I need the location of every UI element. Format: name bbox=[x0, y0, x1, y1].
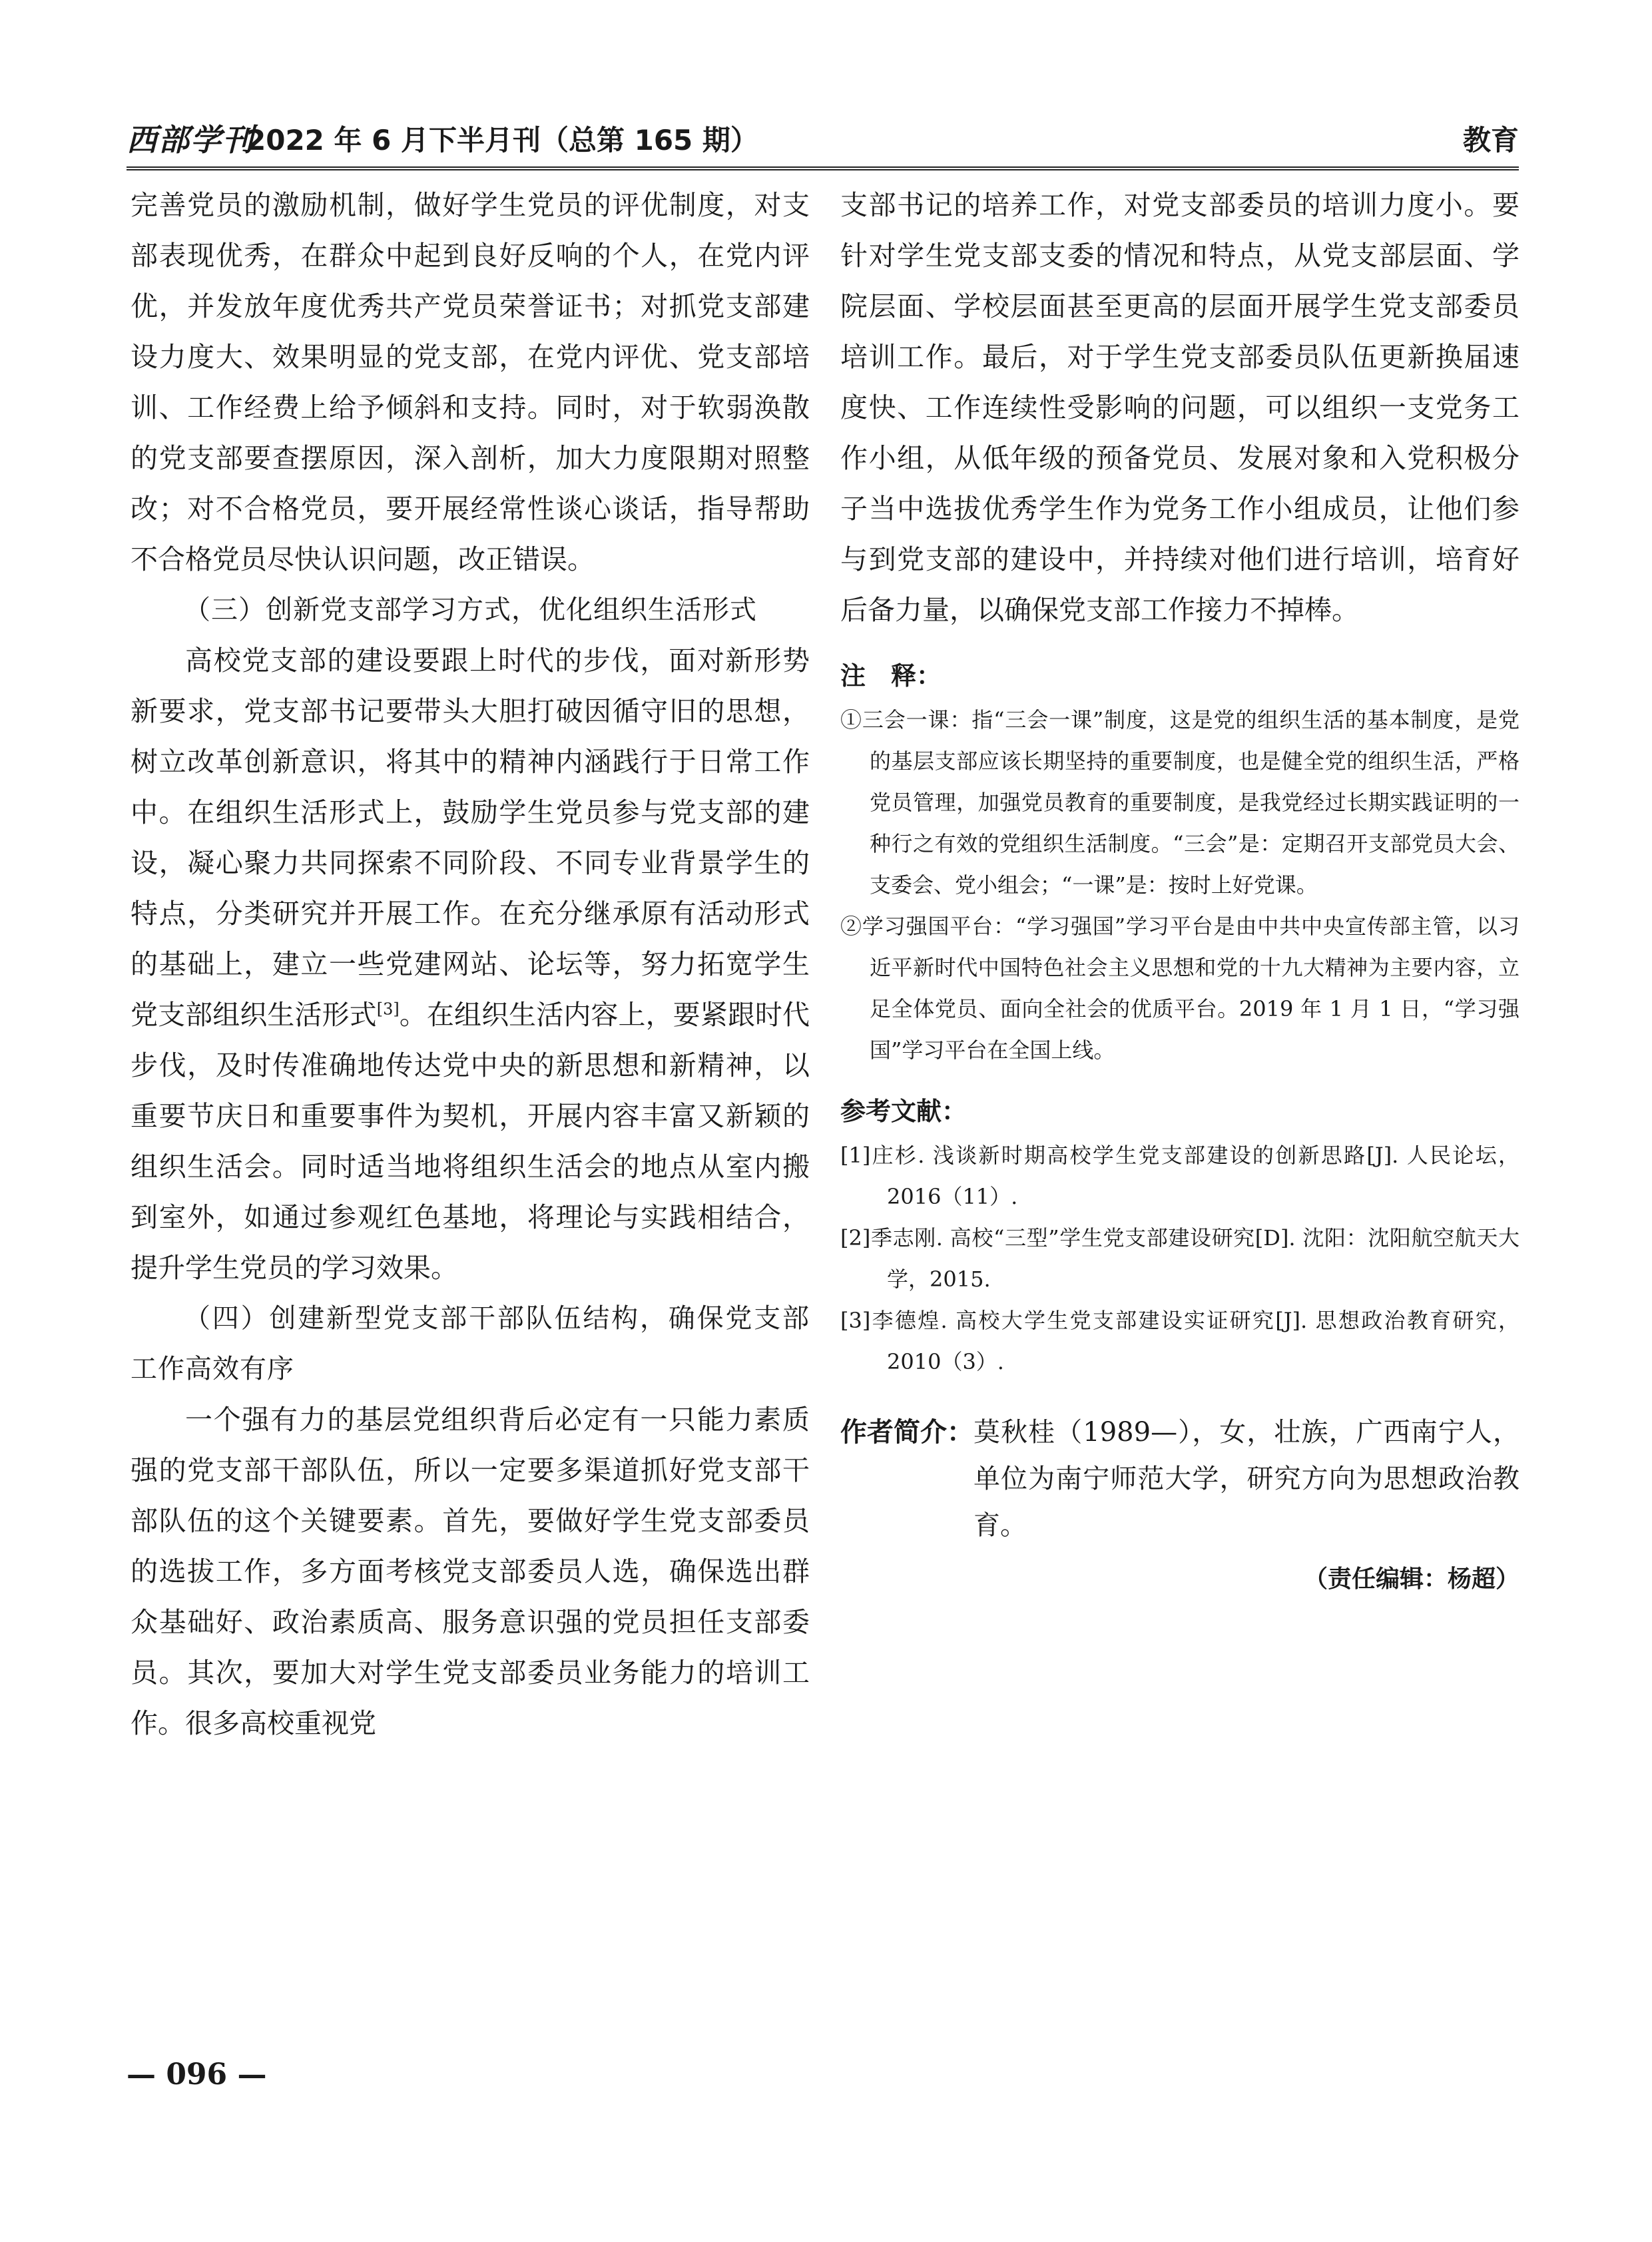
paragraph-text: 高校党支部的建设要跟上时代的步伐，面对新形势新要求，党支部书记要带头大胆打破因循守旧的思想，树立改革创新意识，将其中的精神内涵践行于日常工作中。在组织生活形式上，鼓励学生党员参与党支部的建设，凝心聚力共同探索不同阶段、不同专业背景学生的特点，分类研究并开展工作。在充分继承原有活动形式的基础上，建立一些党建网站、论坛等，努力拓宽学生党支部组织生活形式 bbox=[131, 645, 810, 1031]
author-bio-label: 作者简介： bbox=[840, 1417, 973, 1448]
issue-info: 2022 年 6 月下半月刊（总第 165 期） bbox=[246, 124, 758, 156]
paragraph: 支部书记的培养工作，对党支部委员的培训力度小。要针对学生党支部支委的情况和特点，从党支部层面、学院层面、学校层面甚至更高的层面开展学生党支部委员培训工作。最后，对于学生党支部委员队伍更新换届速度快、工作连续性受影响的问题，可以组织一支党务工作小组，从低年级的预备党员、发展对象和入党积极分子当中选拔优秀学生作为党务工作小组成员，让他们参与到党支部的建设中，并持续对他们进行培训，培育好后备力量，以确保党支部工作接力不掉棒。 bbox=[840, 189, 1519, 626]
paragraph bbox=[131, 635, 810, 1293]
header-rule bbox=[127, 166, 1519, 170]
section-name: 教育 bbox=[1462, 124, 1519, 156]
section-heading-4: （四）创建新型党支部干部队伍结构，确保党支部工作高效有序 bbox=[131, 1303, 810, 1384]
note-item: ①三会一课：指“三会一课”制度，这是党的组织生活的基本制度，是党的基层支部应该长期坚持的重要制度，也是健全党的组织生活，严格党员管理，加强党员教育的重要制度，是我党经过长期实践证明的一种行之有效的党组织生活制度。“三会”是：定期召开支部党员大会、支委会、党小组会；“一课”是：按时上好党课。 bbox=[840, 707, 1519, 898]
page-number: — 096 — bbox=[127, 2058, 267, 2092]
responsible-editor: （责任编辑：杨超） bbox=[1303, 1565, 1519, 1593]
paragraph: 完善党员的激励机制，做好学生党员的评优制度，对支部表现优秀，在群众中起到良好反响的个人，在党内评优，并发放年度优秀共产党员荣誉证书；对抓党支部建设力度大、效果明显的党支部，在党内评优、党支部培训、工作经费上给予倾斜和支持。同时，对于软弱涣散的党支部要查摆原因，深入剖析，加大力度限期对照整改；对不合格党员，要开展经常性谈心谈话，指导帮助不合格党员尽快认识问题，改正错误。 bbox=[131, 189, 810, 575]
notes-title: 注 释： bbox=[840, 661, 942, 691]
references-title: 参考文献： bbox=[840, 1097, 967, 1126]
note-item: ②学习强国平台：“学习强国”学习平台是由中共中央宣传部主管，以习近平新时代中国特色社会主义思想和党的十九大精神为主要内容，立足全体党员、面向全社会的优质平台。2019 年 1 月 1 日，“学习强国”学习平台在全国上线。 bbox=[840, 914, 1519, 1063]
paragraph-text: 。在组织生活内容上，要紧跟时代步伐，及时传准确地传达党中央的新思想和新精神，以重要节庆日和重要事件为契机，开展内容丰富又新颖的组织生活会。同时适当地将组织生活会的地点从室内搬到室外，如通过参观红色基地，将理论与实践相结合，提升学生党员的学习效果。 bbox=[131, 999, 810, 1284]
author-bio-text: 莫秋桂（1989—），女，壮族，广西南宁人，单位为南宁师范大学，研究方向为思想政治教育。 bbox=[973, 1417, 1519, 1541]
right-column bbox=[840, 180, 1519, 1605]
left-column bbox=[131, 180, 810, 1749]
reference-item: [2]季志刚. 高校“三型”学生党支部建设研究[D]. 沈阳：沈阳航空航天大学，2015. bbox=[840, 1225, 1519, 1292]
reference-item: [1]庄杉. 浅谈新时期高校学生党支部建设的创新思路[J]. 人民论坛，2016（11）. bbox=[840, 1143, 1519, 1209]
paragraph: 一个强有力的基层党组织背后必定有一只能力素质强的党支部干部队伍，所以一定要多渠道抓好党支部干部队伍的这个关键要素。首先，要做好学生党支部委员的选拔工作，多方面考核党支部委员人选，确保选出群众基础好、政治素质高、服务意识强的党员担任支部委员。其次，要加大对学生党支部委员业务能力的培训工作。很多高校重视党 bbox=[131, 1404, 810, 1739]
reference-item: [3]李德煌. 高校大学生党支部建设实证研究[J]. 思想政治教育研究，2010（3）. bbox=[840, 1308, 1519, 1374]
citation-superscript: [3] bbox=[376, 999, 400, 1019]
journal-name: 西部学刊 bbox=[127, 122, 254, 158]
author-bio bbox=[840, 1409, 1519, 1549]
section-heading-3: （三）创新党支部学习方式，优化组织生活形式 bbox=[184, 595, 757, 625]
running-header bbox=[127, 112, 1519, 165]
